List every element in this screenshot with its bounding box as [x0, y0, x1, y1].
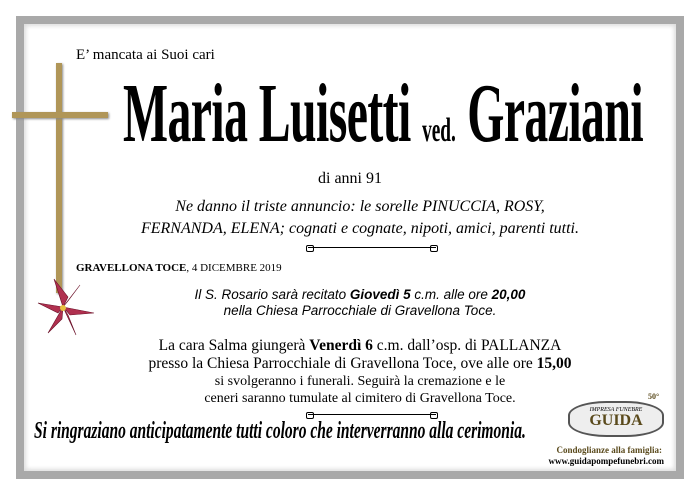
deceased-name-first: Maria Luisetti	[123, 67, 411, 160]
deceased-name	[123, 67, 644, 173]
announcement-line: Ne danno il triste annuncio: le sorelle PINUCCIA, ROSY,	[175, 198, 545, 215]
agency-logo: IMPRESA FUNEBRE GUIDA	[568, 401, 664, 437]
cross-icon-arm	[12, 112, 108, 118]
date: , 4 DICEMBRE 2019	[186, 262, 282, 274]
place-date	[76, 262, 282, 274]
announcement-line: FERNANDA, ELENA; cognati e cognate, nipoti, amici, parenti tutti.	[140, 220, 579, 237]
funeral-text: La cara Salma giungerà Venerdì 6 c.m. dall’osp. di PALLANZA presso la Chiesa Parrocchiale di Gravellona Toce, ove alle ore 15,00 si svolgeranno i funerali. Seguirà la cremazione e le ceneri saranno tumulate al cimitero di Gravellona Toce.	[148, 337, 572, 406]
intro-text: E’ mancata ai Suoi cari	[76, 47, 215, 63]
anniversary-badge: 50°	[648, 392, 660, 401]
deceased-name-last: Graziani	[467, 67, 644, 160]
place: GRAVELLONA TOCE	[76, 262, 187, 274]
agency-website-link[interactable]: www.guidapompefunebri.com	[548, 456, 664, 466]
condolences-label: Condoglianze alla famiglia:	[556, 445, 662, 455]
ornament-divider	[308, 414, 436, 415]
announcement	[90, 196, 630, 240]
closing-thanks: Si ringraziano anticipatamente tutti coloro che interverranno alla cerimonia.	[34, 418, 526, 444]
cross-icon	[56, 63, 62, 293]
rosary-text: Il S. Rosario sarà recitato Giovedì 5 c.m. alle ore 20,00 nella Chiesa Parrocchiale di Gravellona Toce.	[194, 287, 526, 318]
ornament-divider	[308, 247, 436, 248]
lily-flower-icon	[30, 275, 100, 340]
deceased-ved: ved.	[422, 112, 456, 149]
age-text: di anni 91	[318, 170, 382, 187]
